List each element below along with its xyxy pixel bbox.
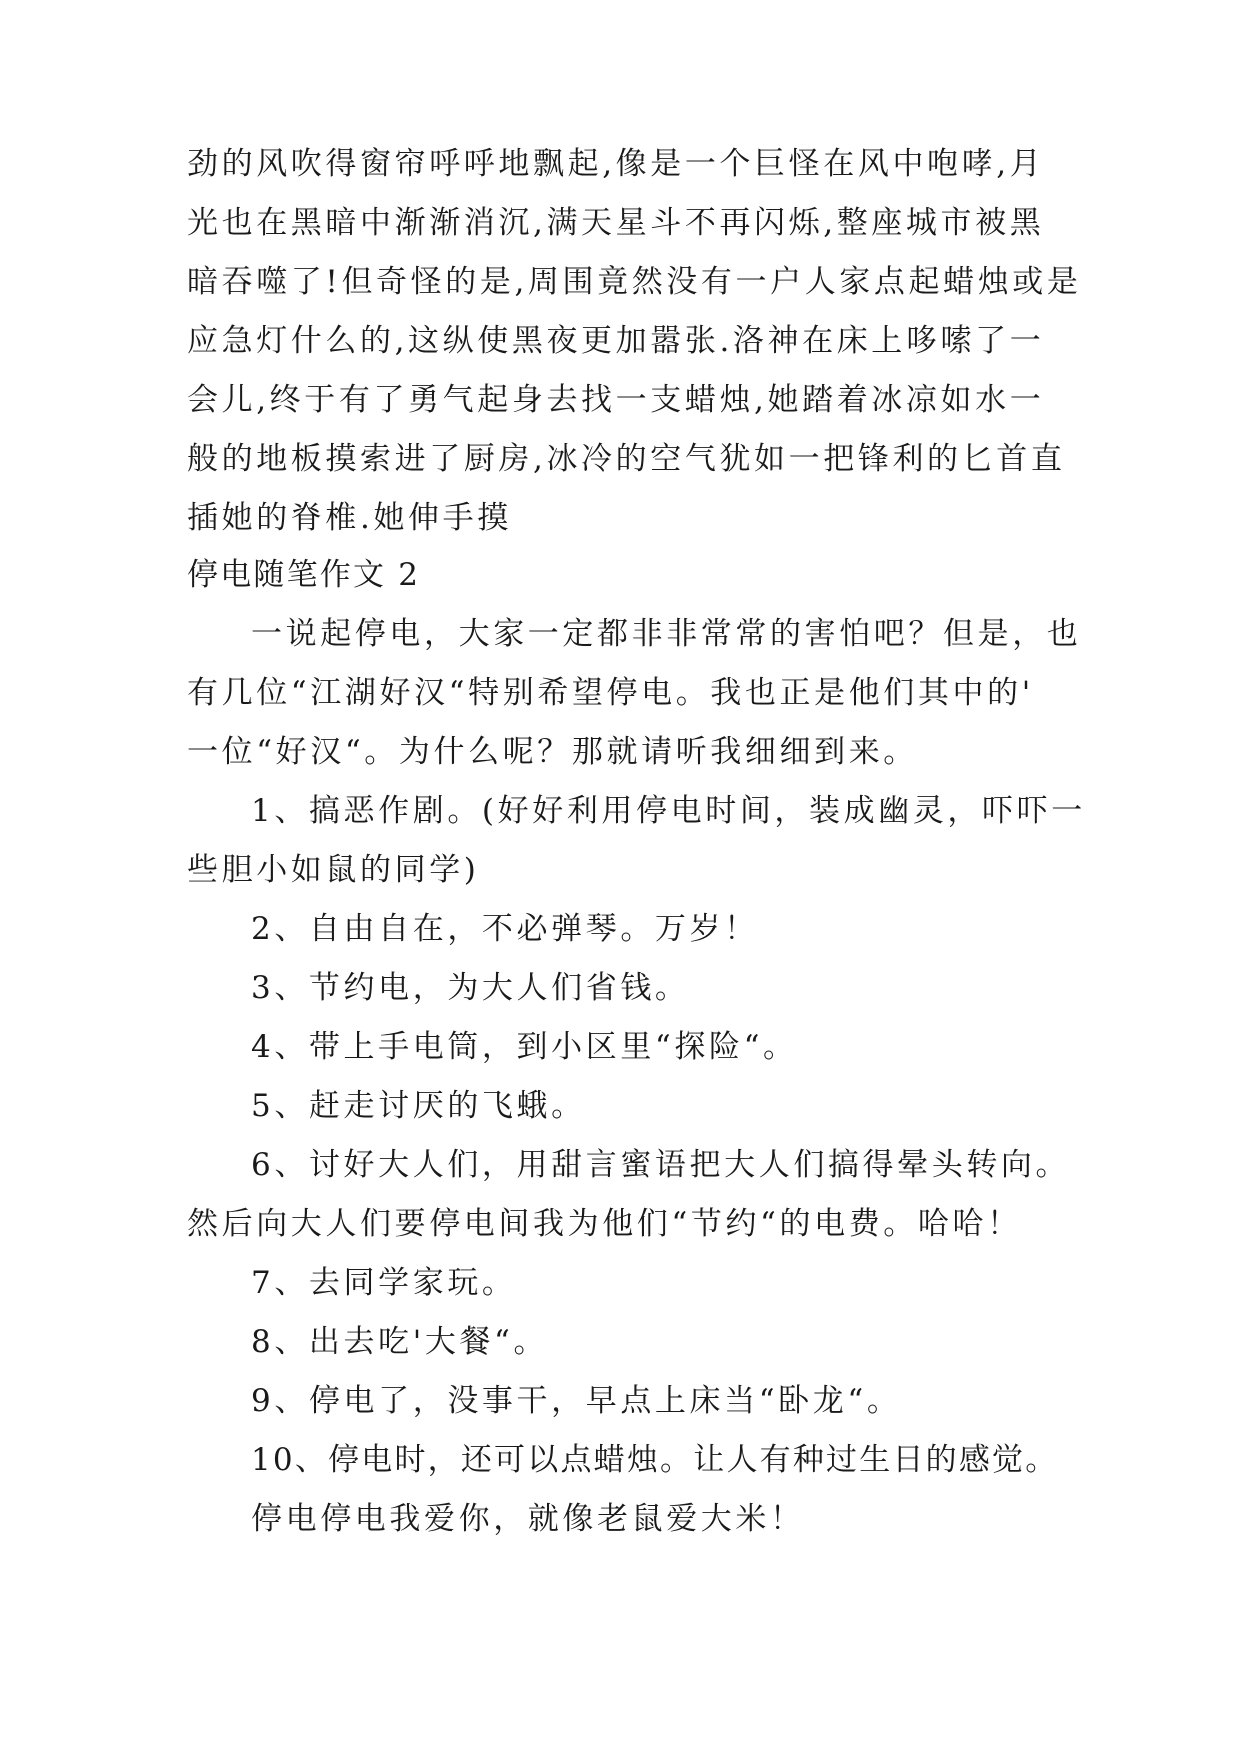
list-item: 9、停电了，没事干，早点上床当“卧龙“。 [251, 1383, 902, 1419]
intro-line: 一位“好汉“。为什么呢？那就请听我细细到来。 [187, 734, 918, 770]
list-item: 6、讨好大人们，用甜言蜜语把大人们搞得晕头转向。 [251, 1147, 1071, 1183]
story-line: 光也在黑暗中渐渐消沉,满天星斗不再闪烁,整座城市被黑 [187, 205, 1045, 241]
list-item: 7、去同学家玩。 [251, 1265, 517, 1301]
list-item: 然后向大人们要停电间我为他们“节约“的电费。哈哈！ [187, 1206, 1022, 1242]
story-line: 暗吞噬了!但奇怪的是,周围竟然没有一户人家点起蜡烛或是 [187, 264, 1082, 300]
list-item: 2、自由自在，不必弹琴。万岁！ [251, 911, 759, 947]
intro-line: 一说起停电，大家一定都非非常常的害怕吧？但是，也 [251, 616, 1082, 652]
list-item: 8、出去吃'大餐“。 [251, 1324, 549, 1360]
closing-line: 停电停电我爱你，就像老鼠爱大米！ [251, 1501, 805, 1537]
list-item: 10、停电时，还可以点蜡烛。让人有种过生日的感觉。 [251, 1442, 1059, 1478]
list-item: 3、节约电，为大人们省钱。 [251, 970, 690, 1006]
intro-line: 有几位“江湖好汉“特别希望停电。我也正是他们其中的' [187, 675, 1034, 711]
story-line: 般的地板摸索进了厨房,冰冷的空气犹如一把锋利的匕首直 [187, 441, 1066, 477]
essay-title: 停电随笔作文 2 [187, 557, 421, 593]
story-line: 插她的脊椎.她伸手摸 [187, 500, 512, 536]
story-line: 会儿,终于有了勇气起身去找一支蜡烛,她踏着冰凉如水一 [187, 382, 1045, 418]
list-item: 1、搞恶作剧。(好好利用停电时间，装成幽灵，吓吓一 [251, 793, 1086, 829]
list-item: 4、带上手电筒，到小区里“探险“。 [251, 1029, 798, 1065]
list-item: 些胆小如鼠的同学) [187, 852, 480, 888]
story-line: 劲的风吹得窗帘呼呼地飘起,像是一个巨怪在风中咆哮,月 [187, 146, 1045, 182]
story-line: 应急灯什么的,这纵使黑夜更加嚣张.洛神在床上哆嗦了一 [187, 323, 1045, 359]
list-item: 5、赶走讨厌的飞蛾。 [251, 1088, 586, 1124]
